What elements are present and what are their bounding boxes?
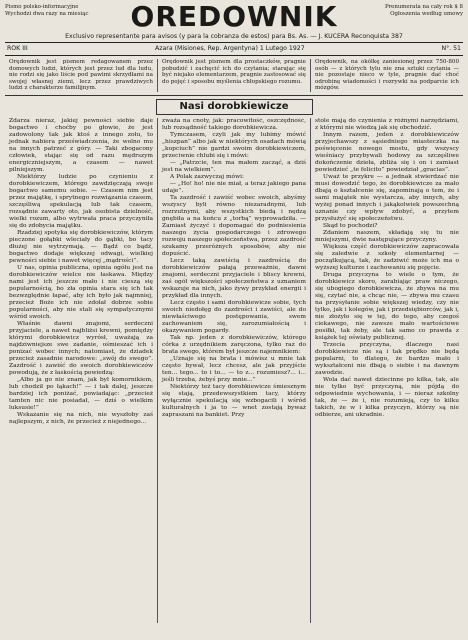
masthead-subtitle: Exclusivo representante para avisos (y para la cobranza de estos) para Bs. As. — J. KUCERA Reconquista 387 (65, 33, 403, 40)
article-paragraph: Właśnie dawni znajomi, serdeczni przyjaciele, a nawet najbliżsi krewni, pomiędzy którymi dorobkiewicz wyrósł, uważają za najdziwniejsze swe zadanie, ośmieszać ich i ponizać wobec innych; natomiast, że dziadek przecież zasadnie narodowe: „swój do swego”. Zazdrość i zawiść do swoich dorobkiewiczów powodują, że z łaskością powiedzą: (9, 320, 153, 376)
article-paragraph: Zdaniem naszem, składają się tu nie mniejszymi, dwie następujące przyczyny. (315, 229, 459, 243)
article-paragraph: Tymczasem, czyli jak my lubimy mówić „hiszpan” albo jak w niektórych osadach mówią „kopciuch” nie gardzi swoim dorobkiewiczem, przeciwnie chlubi się i mówi: (162, 131, 306, 159)
article-paragraph: Niektórzy też tacy dorobkiewicze śmiesznym się stają, przedewszystkiem tacy, którzy wyłącznie spekulacją się wzbogacili i wśród kulturalnych i ja to — wnet zostają byważ zapraszani na bankiet. Przy (162, 383, 306, 418)
article-paragraph: Ta zazdrość i zawiść wobec swoich, abyśmy wszyscy byli równo niezaradnymi, lub rozrzutnymi, aby wszystkich biedą i nędzą gnębiła a na końcu z „torbą” wyprowadziła. — Zamiast życzyć i dopomagać do podniesienia naszego życia gospodarczego i zdrowego rozwoju naszego społeczeństwa, przez zazdrość szukamy przeróżnych sposobów, aby nie dopuścić. (162, 194, 306, 257)
article-paragraph: Rzadziej spotyka się dorobkiewiczów, którym pieczone gołąbki wleciały do gąbki, bo tacy dłużej nie wytrzymają. — Bądź co bądź, bogactwo dodaje większej odwagi, wielkiej pewności siebie i nawet więcej „mądrości”. (9, 229, 153, 264)
masthead-right (343, 4, 463, 18)
article-paragraph: Wskazanie się na nich, nie wyszłoby zaś najlepszym, z nich, że przecież z niejednego... (9, 411, 153, 425)
article-paragraph: Uważ te przykre — a jednak stwierdzać nie musi dowodzić tego, że dorobkiewicze za mało dbają o kształcenie się, zapominają o tem, że i sami majątek nie wystarcza, aby innych, aby wyżej ponad innych i jakąkolwiek powszechną uznanie czy wpływ zdobyć, a przytem przysłużyć się społeczeństwu. (315, 173, 459, 222)
issue-number: N°. 51 (441, 45, 461, 52)
article-paragraph: stole mają do czynienia z różnymi narzędziami, z którymi nie wiedzą jak się obchodzić. (315, 117, 459, 131)
article-paragraph: Zdarza nieraz, jakiej pewności siebie daje bogactwo i choćby po głowie, że jest zadowolony tak jak ktoś z innego zołu, to jednak nabiera przeświadczenia, że wolno mu na innych patrzeć z góry. — Taki zbogacony człowiek, stając się od razu mędrszym energiczniejszym, a czasem — nawet pilniejszym. (9, 117, 153, 173)
notice: Orędownik jest pismem dla prostaczków, pragnie pobudzić i zachęcić ich do czytania; starając się być niejako elementarzem, pragnie zastosować się do pojęć i sposobu myślenia chłopskiego rozumu. (157, 59, 310, 92)
article-paragraph: Trzecia przyczyna, dlaczego nasi dorobkiewicze nie są i tak prędko nie będą popularni, to dlatego, że bardzo mało i wykształceni nie dbają o siebie i na dawnym zawodzie. (315, 341, 459, 376)
article-paragraph: Lecz taką zawiścią i zazdrością do dorobkiewiczów pałają przeważnie, dawni znajomi, serdeczni przyjaciele i bliscy krewni, zaś ogół większości społeczeństwa z uznaniem wskazuje na nich, jako żywy przykład energii i przykład dla innych. (162, 257, 306, 299)
masthead-right-sub: Ogłoszenia według umowy (390, 11, 463, 17)
article-paragraph: U nas, opinia publiczna, opinia ogółu jest na dorobkiewiczów wielce nie łaskawa. Między nami jest ich jeszcze mało i nie cieszą się popularnością, bo zła opinia stara się ich tak bezwzględnie łapać, aby ich było jak najmniej, przecież Boże ich nie zdołał dobrze sobie popularności, aby nie stali się sympatycznymi wśród swoich. (9, 264, 153, 320)
issue-place-date: Azara (Misiones, Rep. Argentyna) 1 Lutego 1927 (155, 45, 305, 52)
article-headline: Nasi dorobkiewicze (156, 99, 313, 115)
issue-year: ROK III (7, 45, 28, 52)
article-paragraph: A Polak zazwyczaj mówi: (170, 173, 244, 180)
article-body (5, 118, 463, 623)
notices-row (5, 59, 463, 96)
masthead-right-top: Prenumerata na cały rok $ 8 (384, 4, 463, 10)
article-paragraph: Lecz często i sami dorobkiewicze sobie, tych swoich niedołęg do zazdrości i zawiści, ale do niewłaściwego postępowania, swem zachowaniem się, zarozumiałością i okazywaniem pogardy. (162, 299, 306, 334)
article-paragraph: Większa część dorobkiewiczów zapracowała się zaledwie z szkoły elementarnej — początkującą, tak, że zadziwić może ich ma o wyższej kulturze i zachowaniu się pojęcie. (315, 243, 459, 271)
newspaper-title: OREDOWNIK (130, 0, 338, 33)
article-paragraph: Tak np. jeden z dorobkiewiczów, którego córka z urzędnikiem zaręczona, tylko raz do brata swego, którem był jeszcze najemnikiem: (162, 334, 306, 355)
article-column-1 (5, 118, 157, 623)
article-paragraph: Druga przyczyna to wiele o tym, że dorobkiewicz skoro, zarabiając praw niczego, się ubogiego dorobkiewicza, że zbywa na mu się, czytać nie, a chcąc nie, — zbywa mu czasu na przysyłanie sobie większej wiedzy, czy nie tylko, jak i kolegów, jak i przedsiębiorców, jak i, nie złożyło się w tej, do tego, aby czegoś ciekawego, nie zawsze mało wartościowe posiłki, tak żeby, ale tak samo co prawda z książek tej oświaty publicznej. (315, 271, 459, 341)
article-paragraph: — „Patrzcie, ten ma małem zacząć, a dziś jest na wielkiem”. (162, 159, 306, 173)
article-column-3 (310, 118, 463, 623)
article-paragraph: „Albo ja go nie znam, jak był komornikiem, lub chodził po łąkach!” — i tak dalej, jeszcze bardziej ich poniżać, powiadając: „przecież tamten nic nie posiadał, — dziś o wielkim luksusie!” (9, 376, 153, 411)
article-paragraph: Niektórzy ludzie po czynieniu z dorobkiewiczem, którego zawdzięczają swoje bogactwo samemu sobie. — Czasem nim jest przez majątkę, i sprytnego rozwiązania czasem, szczęśliwą spekulacją lub tak czasem, rozsądnie zawarty oto, jak osobista dzielność, wielki rozum, albo wytrwała praca przyczyniła się do zdobycia majątku. (9, 173, 153, 229)
article-paragraph: — „Ho! ho! nie nie miał, a teraz jakiego pana udaje”. (162, 180, 306, 194)
notice: Orędownik, na okólkę zaniesionej przez 750-800 osób — z których tylu nie zna sztuki czytania — nie pozostaje nieco w tyle, pragnie dać choć odrobinę wiadomości i rozrywki na podparcie ich mózgów. (310, 59, 463, 92)
article-column-2 (157, 118, 310, 623)
article-paragraph: „Uznaje się na brata i mówisz u mnie tak często bywał, lecz chcesz, ale jak przyjście ten... tego... to i to... — to z... rozumiesz?... i... jeśli trzeba, żebyś przy mnie...” (162, 355, 306, 383)
article-paragraph: Wola dać nawet dziecinne po kilka, tak, ale nie tylko być przyczyną, nie pójdą do odpowiednie wychowania, i — nieraz szkolny tak, że — że i, nie rozumieją, czy to kilku takich, że w i kilka przyczyn, którzy są nie odbierze, ani ukradnie. (315, 376, 459, 418)
article-paragraph: Innym razem, jeden z dorobkiewiczów przyjechawszy z sąsiedniego miasteczka na poświęcenie nowego mostu, gdy wszyscy wieśniacy przybywali hodowy za szczęśliwe dokończenie dzieła, zbliża się i on i zamiast powiedzieć „te felicito” powiedział „gracias”. (315, 131, 459, 173)
article-paragraph: Skąd to pochodzi? (323, 222, 378, 229)
issue-info-bar (5, 42, 463, 56)
masthead-left-top: Pismo polsko-informacyjne (5, 4, 79, 10)
masthead (5, 0, 463, 40)
notice: Orędownik jest pismem redagowanem przez domowych ludzi, których jest przez lud dla ludu, nie rodzi się jako liście pod pawimi skrzydłami na swojej własnej ziemi, lecz przez prawdziwych ludzi z charakterze familijnym. (9, 59, 153, 92)
article-paragraph: zważa na cnoty, jak: pracowitość, oszczędność, lub rozsądność takiego dorobkiewicza. (162, 117, 306, 131)
masthead-left-sub: Wychodzi dwa razy na miesiąc (5, 11, 89, 17)
